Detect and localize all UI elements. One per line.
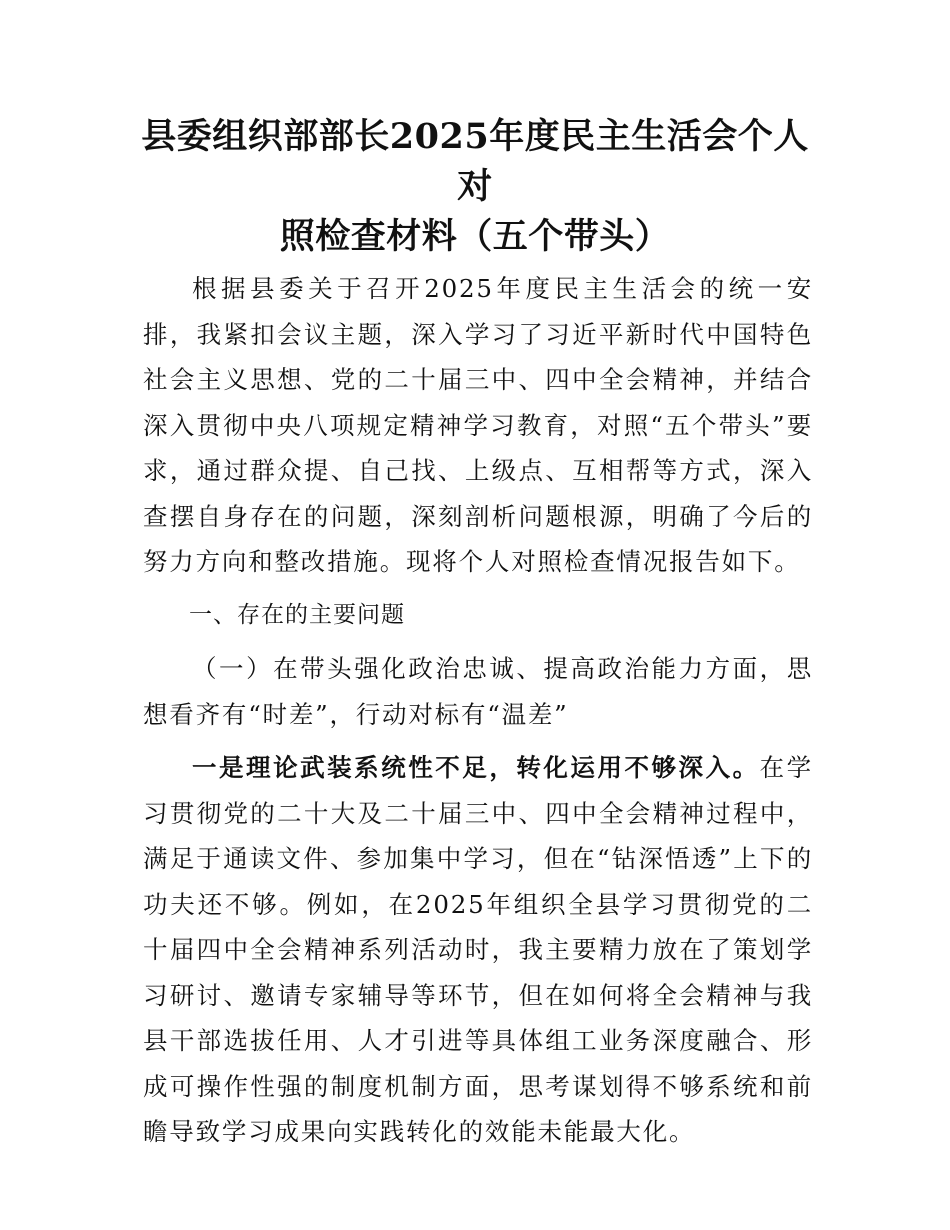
subsection-heading: （一）在带头强化政治忠诚、提高政治能力方面，思想看齐有“时差”，行动对标有“温差” [143,654,813,729]
intro-paragraph: 根据县委关于召开2025年度民主生活会的统一安排，我紧扣会议主题，深入学习了习近平新时代中国特色社会主义思想、党的二十届三中、四中全会精神，并结合深入贯彻中央八项规定精神学习教育，对照“五个带头”要求，通过群众提、自己找、上级点、互相帮等方式，深入查摆自身存在的问题，深刻剖析问题根源，明确了今后的努力方向和整改措施。现将个人对照检查情况报告如下。 [143,274,813,576]
section-heading: 一、存在的主要问题 [189,601,405,628]
point-lead: 一是理论武装系统性不足，转化运用不够深入。 [192,753,760,782]
title-line-1: 县委组织部部长2025年度民主生活会个人对 [141,116,809,207]
title-line-2: 照检查材料（五个带头） [279,216,671,257]
document-body [143,266,813,1155]
point-paragraph [143,745,813,1155]
document-title [130,112,820,262]
point-body: 在学习贯彻党的二十大及二十届三中、四中全会精神过程中，满足于通读文件、参加集中学习，但在“钻深悟透”上下的功夫还不够。例如，在2025年组织全县学习贯彻党的二十届四中全会精神系列活动时，我主要精力放在了策划学习研讨、邀请专家辅导等环节，但在如何将全会精神与我县干部选拔任用、人才引进等具体组工业务深度融合、形成可操作性强的制度机制方面，思考谋划得不够系统和前瞻导致学习成果向实践转化的效能未能最大化。 [143,753,813,1146]
